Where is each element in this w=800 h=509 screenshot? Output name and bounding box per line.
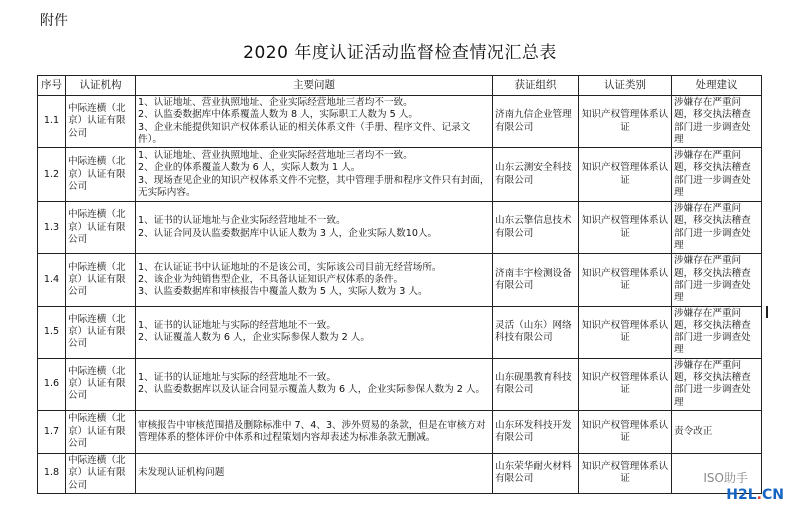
org-cell: 灵活（山东）网络科技有限公司 xyxy=(493,306,579,358)
org-cell: 山东云测安全科技有限公司 xyxy=(493,148,579,202)
table-row xyxy=(38,410,762,453)
col-header-issues: 主要问题 xyxy=(136,76,493,96)
row-number: 1.1 xyxy=(38,96,66,148)
category-cell: 知识产权管理体系认证 xyxy=(579,96,672,148)
org-cell: 济南丰宇检测设备有限公司 xyxy=(493,254,579,306)
issue-item: 1、在认证证书中认证地址的不是该公司，实际该公司目前无经营场所。 xyxy=(138,261,442,273)
inspection-summary-table xyxy=(37,75,762,494)
table-row xyxy=(38,306,762,358)
category-cell: 知识产权管理体系认证 xyxy=(579,254,672,306)
suggestion-cell: 涉嫌存在严重问题，移交执法稽查部门进一步调查处理 xyxy=(672,148,762,202)
table-row xyxy=(38,148,762,202)
org-cell: 济南九信企业管理有限公司 xyxy=(493,96,579,148)
issue-item: 1、认证地址、营业执照地址、企业实际经营地址三者均不一致。 xyxy=(138,97,413,108)
col-header-agency: 认证机构 xyxy=(66,76,136,96)
org-cell: 山东砚墨教育科技有限公司 xyxy=(493,358,579,410)
category-cell: 知识产权管理体系认证 xyxy=(579,306,672,358)
issues-cell xyxy=(136,254,493,306)
col-header-suggestion: 处理建议 xyxy=(672,76,762,96)
issue-item: 2、认证合同及认监委数据库中认证人数为 3 人，企业实际人数10人。 xyxy=(138,227,438,239)
category-cell: 知识产权管理体系认证 xyxy=(579,202,672,254)
suggestion-cell: 涉嫌存在严重问题，移交执法稽查部门进一步调查处理 xyxy=(672,358,762,410)
suggestion-cell: 涉嫌存在严重问题，移交执法稽查部门进一步调查处理 xyxy=(672,254,762,306)
col-header-no: 序号 xyxy=(38,76,66,96)
agency-cell: 中际连横（北京）认证有限公司 xyxy=(66,358,136,410)
issue-item: 未发现认证机构问题 xyxy=(138,467,225,479)
suggestion-cell: 涉嫌存在严重问题，移交执法稽查部门进一步调查处理 xyxy=(672,96,762,148)
category-cell: 知识产权管理体系认证 xyxy=(579,148,672,202)
page-title: 2020 年度认证活动监督检查情况汇总表 xyxy=(243,43,557,63)
col-header-org: 获证组织 xyxy=(493,76,579,96)
agency-cell: 中际连横（北京）认证有限公司 xyxy=(66,410,136,453)
agency-cell: 中际连横（北京）认证有限公司 xyxy=(66,148,136,202)
suggestion-cell: 涉嫌存在严重问题，移交执法稽查部门进一步调查处理 xyxy=(672,202,762,254)
row-number: 1.8 xyxy=(38,453,66,493)
category-cell: 知识产权管理体系认证 xyxy=(579,410,672,453)
table-header-row xyxy=(38,76,762,96)
table-row xyxy=(38,358,762,410)
org-cell: 山东荣华耐火材料有限公司 xyxy=(493,453,579,493)
issues-cell xyxy=(136,453,493,493)
row-number: 1.2 xyxy=(38,148,66,202)
issues-cell xyxy=(136,202,493,254)
issue-item: 3、认监委数据库和审核报告中覆盖人数为 5 人，实际人数为 3 人。 xyxy=(138,286,428,298)
attachment-label: 附件 xyxy=(40,13,68,29)
issue-item: 审核报告中审核范围措及删除标准中 7、4、3、涉外贸易的条款，但是在审核方对管理体系的整体评价中体系和过程策划内容却表述为标准条款无删减。 xyxy=(138,419,486,443)
issue-item: 3、现场查见企业的知识产权体系文件不完整，其中管理手册和程序文件只有封面，无实际内容。 xyxy=(138,174,490,198)
category-cell: 知识产权管理体系认证 xyxy=(579,453,672,493)
issue-item: 1、证书的认证地址与企业实际经营地址不一致。 xyxy=(138,215,346,227)
category-cell: 知识产权管理体系认证 xyxy=(579,358,672,410)
issue-item: 2、该企业为纯销售型企业，不具备认证知识产权体系的条件。 xyxy=(138,273,404,285)
issues-cell xyxy=(136,358,493,410)
table-row xyxy=(38,202,762,254)
issue-item: 1、证书的认证地址与实际的经营地址不一致。 xyxy=(138,319,336,331)
agency-cell: 中际连横（北京）认证有限公司 xyxy=(66,306,136,358)
site-logo: H2L.CN xyxy=(726,487,784,503)
org-cell: 山东环发科技开发有限公司 xyxy=(493,410,579,453)
issue-item: 2、认监委数据库以及认证合同显示覆盖人数为 6 人，企业实际参保人数为 2 人。 xyxy=(138,384,486,396)
watermark-text: ISO助手 xyxy=(703,471,748,485)
col-header-category: 认证类别 xyxy=(579,76,672,96)
row-number: 1.5 xyxy=(38,306,66,358)
issues-cell xyxy=(136,96,493,148)
row-number: 1.4 xyxy=(38,254,66,306)
table-row xyxy=(38,254,762,306)
agency-cell: 中际连横（北京）认证有限公司 xyxy=(66,453,136,493)
issue-item: 1、证书的认证地址与实际的经营地址不一致。 xyxy=(138,372,336,384)
issues-cell xyxy=(136,306,493,358)
issue-item: 2、认证覆盖人数为 6 人，企业实际参保人数为 2 人。 xyxy=(138,332,370,344)
text-cursor xyxy=(766,306,768,318)
issues-cell xyxy=(136,148,493,202)
row-number: 1.6 xyxy=(38,358,66,410)
agency-cell: 中际连横（北京）认证有限公司 xyxy=(66,254,136,306)
issue-item: 3、企业未能提供知识产权体系认证的相关体系文件（手册、程序文件、记录文件）。 xyxy=(138,121,471,145)
org-cell: 山东云擎信息技术有限公司 xyxy=(493,202,579,254)
suggestion-cell: 涉嫌存在严重问题，移交执法稽查部门进一步调查处理 xyxy=(672,306,762,358)
row-number: 1.3 xyxy=(38,202,66,254)
issue-item: 1、认证地址、营业执照地址、企业实际经营地址三者均不一致。 xyxy=(138,150,413,162)
table-row xyxy=(38,453,762,493)
issue-item: 2、认监委数据库中体系覆盖人数为 8 人，实际职工人数为 5 人。 xyxy=(138,109,418,121)
issue-item: 2、企业的体系覆盖人数为 6 人，实际人数为 1 人。 xyxy=(138,162,361,174)
agency-cell: 中际连横（北京）认证有限公司 xyxy=(66,96,136,148)
suggestion-cell: 责令改正 xyxy=(672,410,762,453)
table-row xyxy=(38,96,762,148)
issues-cell xyxy=(136,410,493,453)
row-number: 1.7 xyxy=(38,410,66,453)
agency-cell: 中际连横（北京）认证有限公司 xyxy=(66,202,136,254)
